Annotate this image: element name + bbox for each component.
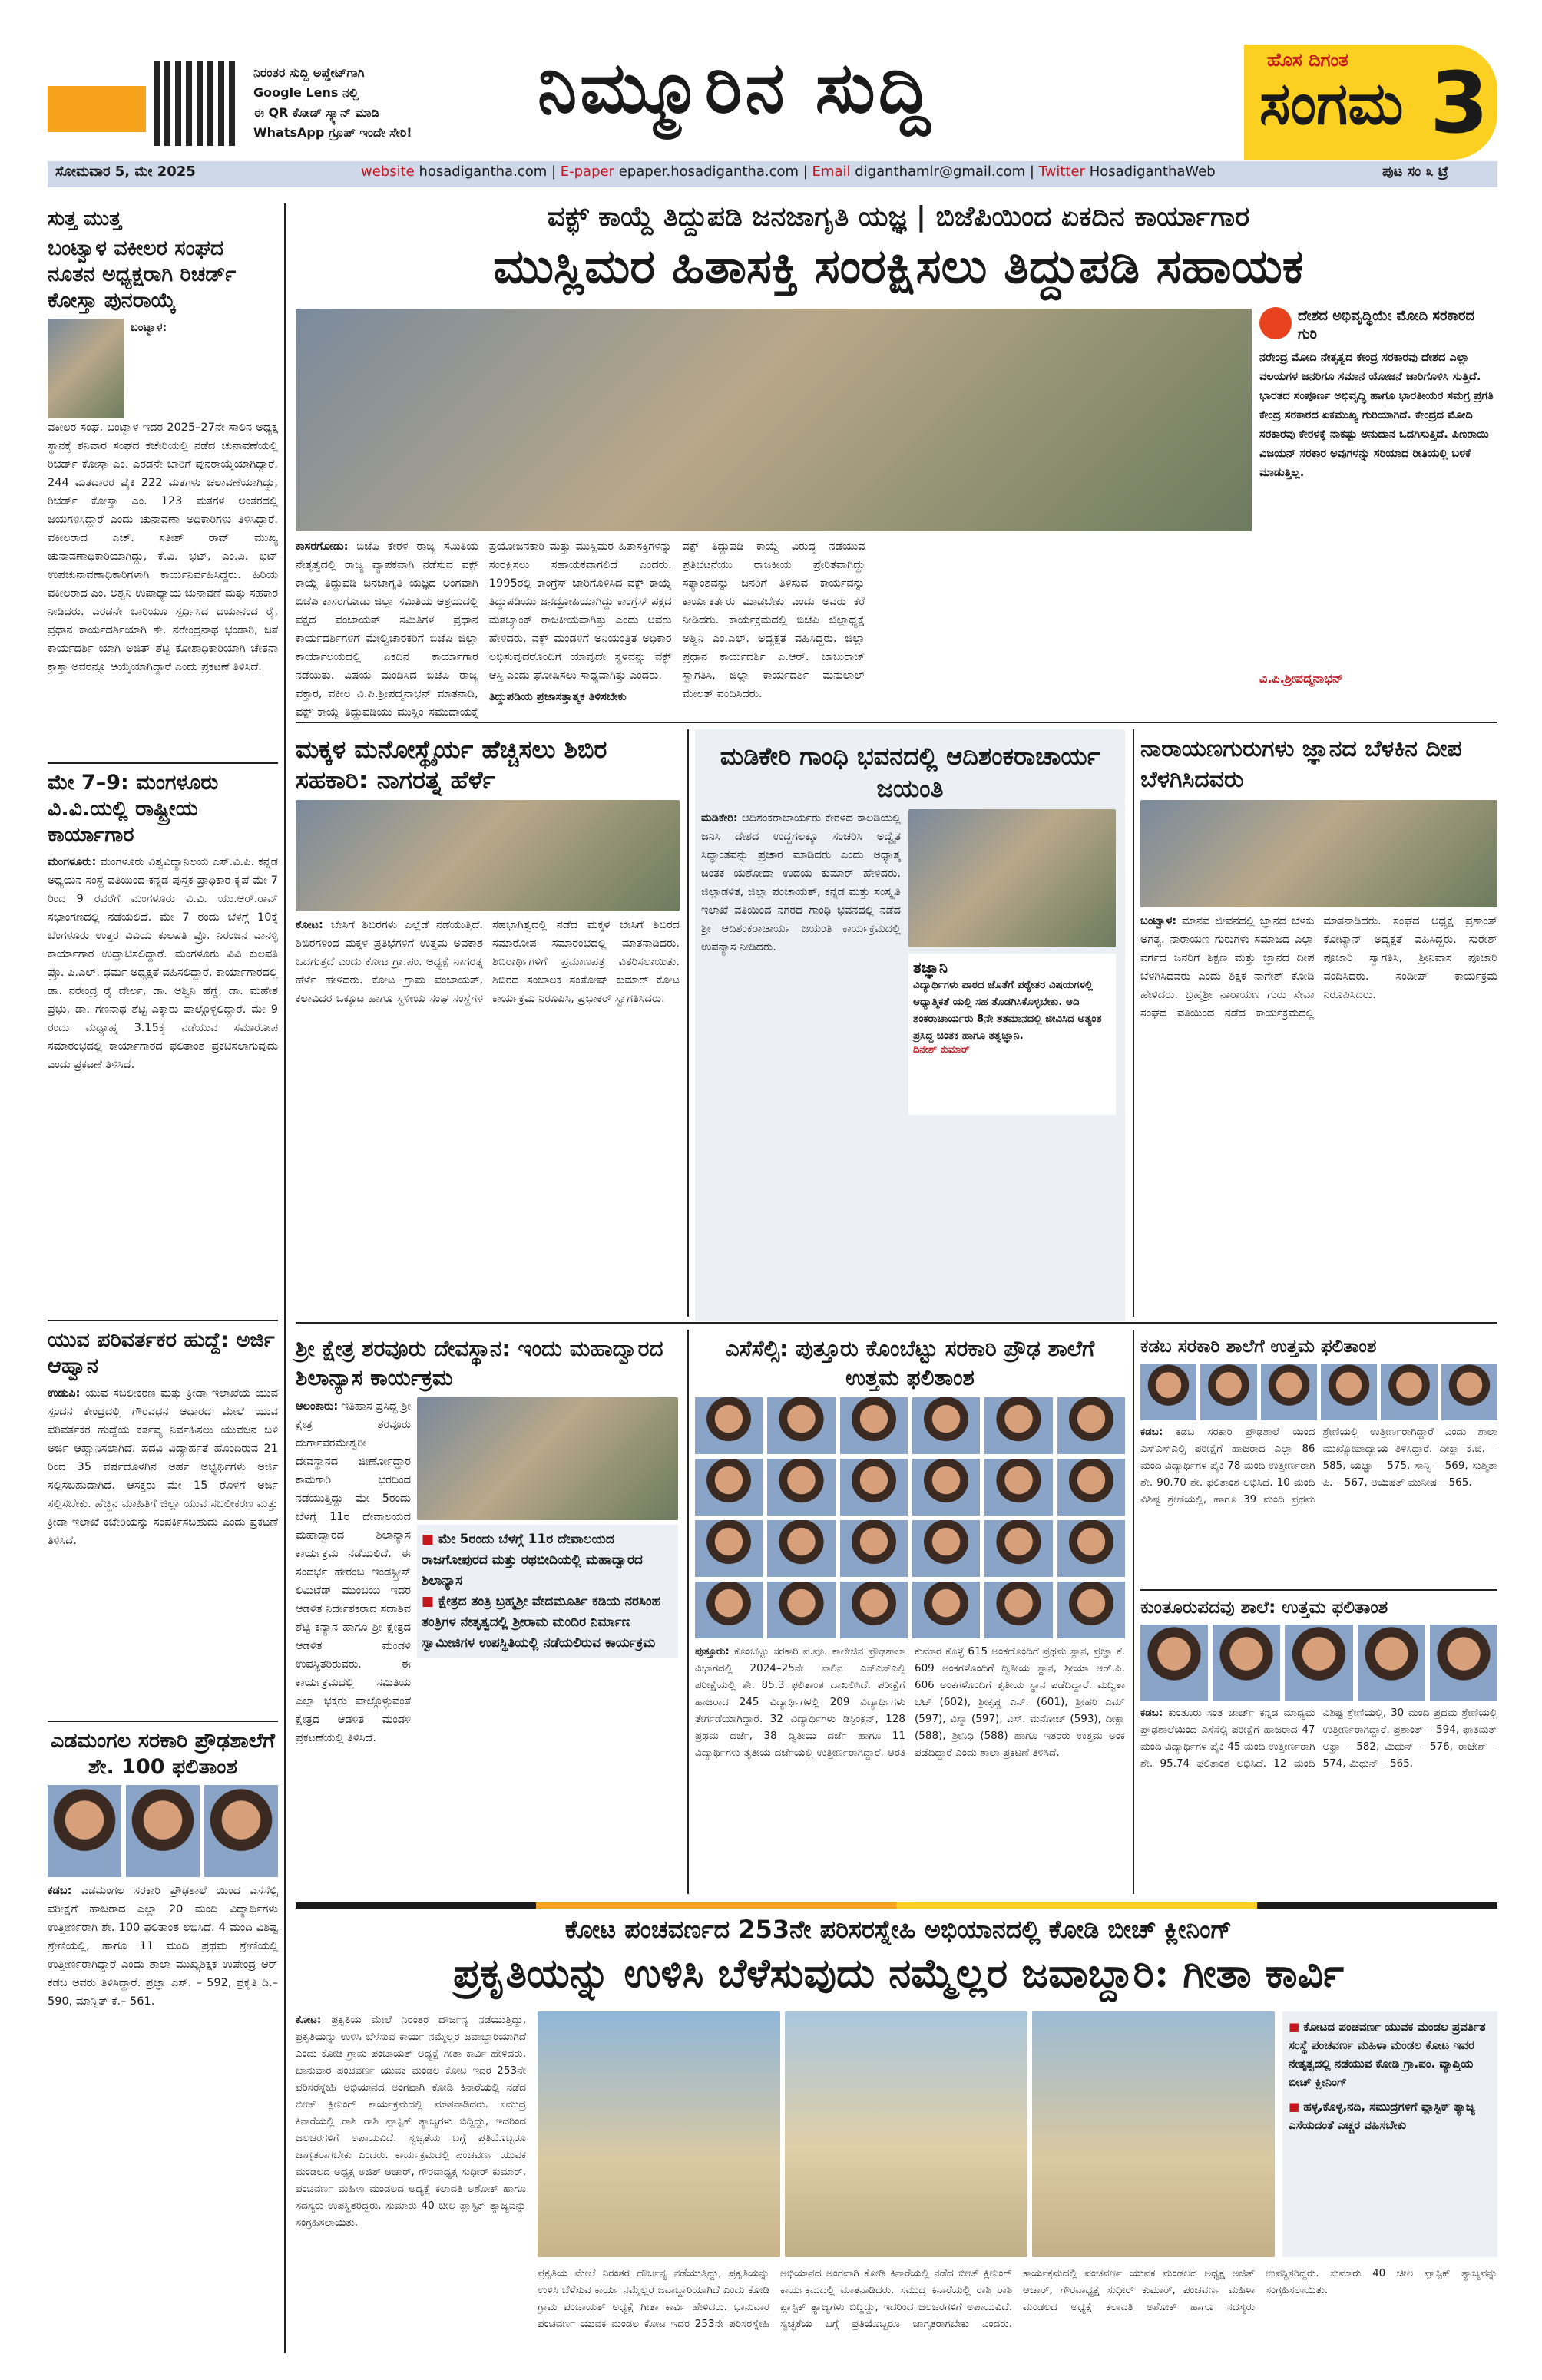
story-kombettu-school bbox=[695, 1330, 1125, 1898]
dateline: ಕೋಟ: bbox=[296, 2014, 322, 2026]
student-photo bbox=[1261, 1364, 1317, 1420]
student-photo bbox=[984, 1582, 1052, 1638]
student-photo bbox=[1213, 1625, 1280, 1701]
student-photo bbox=[1057, 1397, 1125, 1454]
website-label: website bbox=[361, 164, 415, 180]
brand-name: ಹೊಸ ದಿಗಂತ bbox=[1267, 49, 1348, 71]
student-photo bbox=[1140, 1625, 1208, 1701]
student-photo bbox=[767, 1459, 835, 1516]
lead-body-text: ಬಿಜೆಪಿ ಕೇರಳ ರಾಜ್ಯ ಸಮಿತಿಯ ನೇತೃತ್ವದಲ್ಲಿ ರಾಜ್ಯ ವ್ಯಾಪಕವಾಗಿ ನಡೆಸುವ ವಕ್ಫ್ ಕಾಯ್ದೆ ತಿದ್ದುಪಡಿ ಜನಜಾಗೃತಿ ಯಜ್ಞದ ಅಂಗವಾಗಿ ಬಿಜೆಪಿ ಕಾಸರಗೋಡು ಜಿಲ್ಲಾ ಸಮಿತಿಯ ಆಶ್ರಯದಲ್ಲಿ ಪಕ್ಷದ ಪಂಚಾಯತ್ ಸಮಿತಿಗಳ ಪ್ರಧಾನ ಕಾರ್ಯದರ್ಶಿಗಳಿಗೆ ಮೇಲ್ವಿಚಾರಕರಿಗೆ ಬಿಜೆಪಿ ಜಿಲ್ಲಾ ಕಾರ್ಯಾಲಯದಲ್ಲಿ ಏಕದಿನ ಕಾರ್ಯಾಗಾರ ನಡೆಯಿತು. ವಿಷಯ ಮಂಡಿಸಿದ ಬಿಜೆಪಿ ರಾಜ್ಯ ವಕ್ತಾರ, ವಕೀಲ ವಿ.ಪಿ.ಶ್ರೀಪದ್ಮನಾಭನ್ ಮಾತನಾಡಿ, ವಕ್ಫ್ ಕಾಯ್ದೆ ತಿದ್ದುಪಡಿಯು ಮುಸ್ಲಿಂ ಸಮುದಾಯಕ್ಕೆ ಪ್ರಯೋಜನಕಾರಿ ಮತ್ತು ಮುಸ್ಲಿಮರ ಹಿತಾಸಕ್ತಿಗಳನ್ನು ಸಂರಕ್ಷಿಸಲು ಸಹಾಯಕವಾಗಲಿದೆ ಎಂದರು. 1995ರಲ್ಲಿ ಕಾಂಗ್ರೆಸ್ ಜಾರಿಗೊಳಿಸಿದ ವಕ್ಫ್ ಕಾಯ್ದೆ ತಿದ್ದುಪಡಿಯು ಜನದ್ರೋಹಿಯಾಗಿದ್ದು ಕಾಂಗ್ರೆಸ್ ಪಕ್ಷದ ಮತಬ್ಯಾಂಕ್ ರಾಜಕೀಯವಾಗಿತ್ತು ಎಂದು ಅವರು ಹೇಳಿದರು. ವಕ್ಫ್ ಮಂಡಳಿಗೆ ಅನಿಯಂತ್ರಿತ ಅಧಿಕಾರ ಲಭಿಸುವುದರೊಂದಿಗೆ ಯಾವುದೇ ಸ್ಥಳವನ್ನು ವಕ್ಫ್ ಆಸ್ತಿ ಎಂದು ಘೋಷಿಸಲು ಸಾಧ್ಯವಾಗಿತ್ತು ಎಂದರು. bbox=[296, 540, 672, 719]
story-headline: ಎಸೆಸೆಲ್ಸಿ: ಪುತ್ತೂರು ಕೊಂಬೆಟ್ಟು ಸರಕಾರಿ ಪ್ರೌಢ ಶಾಲೆಗೆ ಉತ್ತಮ ಫಲಿತಾಂಶ bbox=[725, 1336, 1095, 1390]
student-photo bbox=[1285, 1625, 1352, 1701]
student-photo bbox=[1430, 1625, 1497, 1701]
student-photo bbox=[695, 1459, 763, 1516]
student-photo bbox=[1057, 1459, 1125, 1516]
highlight-point: ■ ಹಳ್ಳ,ಕೊಳ್ಳ,ನದಿ, ಸಮುದ್ರಗಳಿಗೆ ಪ್ಲಾಸ್ಟಿಕ್ ತ್ಯಾಜ್ಯ ಎಸೆಯದಂತೆ ಎಚ್ಚರ ವಹಿಸಬೇಕು bbox=[1289, 2097, 1491, 2134]
lead-kicker: ವಕ್ಫ್ ಕಾಯ್ದೆ ತಿದ್ದುಪಡಿ ಜನಜಾಗೃತಿ ಯಜ್ಞ | ಬಿಜೆಪಿಯಿಂದ ಏಕದಿನ ಕಾರ್ಯಾಗಾರ bbox=[547, 201, 1250, 233]
story-body: ಎಡಮಂಗಲ ಸರಕಾರಿ ಪ್ರೌಢಶಾಲೆ ಯಿಂದ ಎಸೆಸೆಲ್ಸಿ ಪರೀಕ್ಷೆಗೆ ಹಾಜರಾದ ಎಲ್ಲಾ 20 ಮಂದಿ ವಿದ್ಯಾರ್ಥಿಗಳು ಉತ್ತೀರ್ಣರಾಗಿ ಶೇ. 100 ಫಲಿತಾಂಶ ಲಭಿಸಿದೆ. 4 ಮಂದಿ ವಿಶಿಷ್ಟ ಶ್ರೇಣಿಯಲ್ಲಿ, ಹಾಗೂ 11 ಮಂದಿ ಪ್ರಥಮ ಶ್ರೇಣಿಯಲ್ಲಿ ಉತ್ತೀರ್ಣರಾಗಿದ್ದಾರೆ ಎಂದು ಶಾಲಾ ಮುಖ್ಯಶಿಕ್ಷಕ ಉಪೇಂದ್ರ ಆರ್ ಕಡಬ ಅವರು ತಿಳಿಸಿದ್ದಾರೆ. ಪ್ರಜ್ಞಾ ಎಸ್. – 592, ಪ್ರಕೃತಿ ಡಿ.– 590, ಮಾನ್ವಿತ್ ಕೆ.– 561. bbox=[48, 1885, 278, 2008]
bottom-body-lead bbox=[296, 2011, 526, 2257]
quote-title: ತಜ್ಞಾನಿ bbox=[913, 958, 948, 977]
student-photo bbox=[767, 1520, 835, 1577]
student-photo bbox=[767, 1397, 835, 1454]
student-photo bbox=[840, 1459, 908, 1516]
story-body: ಮಂಗಳೂರು ವಿಶ್ವವಿದ್ಯಾನಿಲಯ ಎಸ್.ವಿ.ಪಿ. ಕನ್ನಡ ಅಧ್ಯಯನ ಸಂಸ್ಥೆ ವತಿಯಿಂದ ಕನ್ನಡ ಪುಸ್ತಕ ಪ್ರಾಧಿಕಾರ ಕೃಪೆ ಮೇ 7 ರಿಂದ 9 ರವರೆಗೆ ಮಂಗಳೂರು ವಿ.ವಿ. ಯು.ಆರ್.ರಾವ್ ಸಭಾಂಗಣದಲ್ಲಿ ನಡೆಯಲಿದೆ. ಮೇ 7 ರಂದು ಬೆಳಗ್ಗೆ 10ಕ್ಕೆ ಬೆಂಗಳೂರು ಉತ್ತರ ವಿವಿಯ ಕುಲಪತಿ ಪ್ರೊ. ನಿರಂಜನ ವಾನಳ್ಳಿ ಕಾರ್ಯಾಗಾರ ಉದ್ಘಾಟಿಸಲಿದ್ದಾರೆ. ಮಂಗಳೂರು ವಿವಿ ಕುಲಪತಿ ಪ್ರೊ. ಪಿ.ಎಲ್. ಧರ್ಮ ಅಧ್ಯಕ್ಷತೆ ವಹಿಸಲಿದ್ದಾರೆ. ಕಾರ್ಯಾಗಾರದಲ್ಲಿ ಡಾ. ನರೇಂದ್ರ ರೈ ದೇರ್ಲ, ಡಾ. ಅಶ್ವಿನಿ ಹೆಗ್ಡೆ, ಡಾ. ಮಹೇಶ ಪ್ರಭು, ಡಾ. ಗಣನಾಥ ಶೆಟ್ಟಿ ಎಕ್ಕಾರು ಪಾಲ್ಗೊಳ್ಳಲಿದ್ದಾರೆ. ಮೇ 9 ರಂದು ಮಧ್ಯಾಹ್ನ 3.15ಕ್ಕೆ ನಡೆಯುವ ಸಮಾರೋಪ ಸಮಾರಂಭದಲ್ಲಿ ಕಾರ್ಯಾಗಾರದ ಫಲಿತಾಂಶ ಪ್ರಕಟಿಸಲಾಗುವುದು ಎಂದು ಪ್ರಕಟಣೆ ತಿಳಿಸಿದೆ. bbox=[48, 856, 278, 1071]
story-body: ಯುವ ಸಬಲೀಕರಣ ಮತ್ತು ಕ್ರೀಡಾ ಇಲಾಖೆಯ ಯುವ ಸ್ಪಂದನ ಕೇಂದ್ರದಲ್ಲಿ ಗೌರವಧನ ಆಧಾರದ ಮೇಲೆ ಯುವ ಪರಿವರ್ತಕರ ಹುದ್ದೆಯ ಕರ್ತವ್ಯ ನಿರ್ವಹಿಸಲು ಯುವಜನ ಬಳಿ ಅರ್ಜಿ ಆಹ್ವಾನಿಸಲಾಗಿದೆ. ಪದವಿ ವಿದ್ಯಾರ್ಹತೆ ಹೊಂದಿರುವ 21 ರಿಂದ 35 ವರ್ಷದೊಳಗಿನ ಅರ್ಹ ಅಭ್ಯರ್ಥಿಗಳು ಅರ್ಜಿ ಸಲ್ಲಿಸಬಹುದಾಗಿದೆ. ಆಸಕ್ತರು ಮೇ 15 ರೊಳಗೆ ಅರ್ಜಿ ಸಲ್ಲಿಸಬೇಕು. ಹೆಚ್ಚಿನ ಮಾಹಿತಿಗೆ ಜಿಲ್ಲಾ ಯುವ ಸಬಲೀಕರಣ ಮತ್ತು ಕ್ರೀಡಾ ಇಲಾಖೆ ಕಚೇರಿಯನ್ನು ಸಂಪರ್ಕಿಸಬಹುದು ಎಂದು ಪ್ರಕಟಣೆ ತಿಳಿಸಿದೆ. bbox=[48, 1387, 278, 1547]
temple-photo bbox=[417, 1397, 678, 1520]
epaper-link[interactable]: epaper.hosadigantha.com bbox=[618, 164, 799, 180]
student-photo bbox=[984, 1397, 1052, 1454]
student-photo bbox=[984, 1459, 1052, 1516]
portrait-photo bbox=[48, 319, 124, 418]
student-photo bbox=[1321, 1364, 1377, 1420]
student-photo bbox=[48, 1785, 121, 1877]
student-photo bbox=[1057, 1582, 1125, 1638]
dateline: ಆಲಂಕಾರು: bbox=[296, 1400, 339, 1413]
student-photo bbox=[1358, 1625, 1425, 1701]
student-photo bbox=[695, 1582, 763, 1638]
page-number: 3 bbox=[1430, 54, 1489, 152]
bottom-kicker: ಕೋಟ ಪಂಚವರ್ಣದ 253ನೇ ಪರಿಸರಸ್ನೇಹಿ ಅಭಿಯಾನದಲ್ಲಿ ಕೋಡಿ ಬೀಚ್ ಕ್ಲೀನಿಂಗ್ bbox=[564, 1915, 1233, 1944]
student-photo bbox=[912, 1520, 980, 1577]
box-title: ದೇಶದ ಅಭಿವೃದ್ಧಿಯೇ ಮೋದಿ ಸರಕಾರದ ಗುರಿ bbox=[1298, 308, 1475, 342]
column-title: ಸುತ್ತ ಮುತ್ತ bbox=[48, 207, 122, 230]
contact-links: website hosadigantha.com | E-paper epaper.hosadigantha.com | Email diganthamlr@gmail.com | Twitter HosadiganthaWeb bbox=[361, 164, 1216, 180]
student-photo bbox=[1200, 1364, 1256, 1420]
story-photo bbox=[1140, 800, 1497, 907]
dateline: ಕಡಬ: bbox=[48, 1885, 72, 1897]
quote-author: ದಿನೇಶ್ ಕುಮಾರ್ bbox=[913, 1044, 970, 1056]
story-body: ಆದಿಶಂಕರಾಚಾರ್ಯರು ಕೇರಳದ ಕಾಲಡಿಯಲ್ಲಿ ಜನಿಸಿ ದೇಶದ ಉದ್ದಗಲಕ್ಕೂ ಸಂಚರಿಸಿ ಅದ್ವೈತ ಸಿದ್ಧಾಂತವನ್ನು ಪ್ರಚಾರ ಮಾಡಿದರು ಎಂದು ಅಧ್ಯಾತ್ಮ ಚಿಂತಕ ಯಶೋದಾ ಉದಯ ಕುಮಾರ್ ಹೇಳಿದರು. ಜಿಲ್ಲಾಡಳಿತ, ಜಿಲ್ಲಾ ಪಂಚಾಯತ್, ಕನ್ನಡ ಮತ್ತು ಸಂಸ್ಕೃತಿ ಇಲಾಖೆ ವತಿಯಿಂದ ನಗರದ ಗಾಂಧಿ ಭವನದಲ್ಲಿ ನಡೆದ ಶ್ರೀ ಆದಿಶಂಕರಾಚಾರ್ಯ ಜಯಂತಿ ಕಾರ್ಯಕ್ರಮದಲ್ಲಿ ಉಪನ್ಯಾಸ ನೀಡಿದರು. bbox=[701, 812, 901, 954]
story-headline: ಮಕ್ಕಳ ಮನೋಸ್ಥೈರ್ಯ ಹೆಚ್ಚಿಸಲು ಶಿಬಿರ ಸಹಕಾರಿ: ನಾಗರತ್ನ ಹೆರ್ಳೆ bbox=[296, 735, 607, 795]
qr-code-icon[interactable] bbox=[154, 61, 238, 146]
qr-line: ಈ QR ಕೋಡ್ ಸ್ಕ್ಯಾನ್ ಮಾಡಿ bbox=[253, 105, 379, 120]
story-headline: ನಾರಾಯಣಗುರುಗಳು ಜ್ಞಾನದ ಬೆಳಕಿನ ದೀಪ ಬೆಳಗಿಸಿದವರು bbox=[1140, 735, 1462, 793]
student-photo bbox=[1140, 1364, 1196, 1420]
story-shankaracharya bbox=[695, 729, 1125, 1321]
dateline: ಮಂಗಳೂರು: bbox=[48, 856, 97, 868]
story-headline: ಕಡಬ ಸರಕಾರಿ ಶಾಲೆಗೆ ಉತ್ತಮ ಫಲಿತಾಂಶ bbox=[1140, 1337, 1377, 1357]
email-link[interactable]: diganthamlr@gmail.com bbox=[855, 164, 1026, 180]
qr-instructions bbox=[253, 63, 484, 143]
section-name: ಸಂಗಮ bbox=[1259, 69, 1404, 137]
lead-body bbox=[296, 537, 1252, 722]
student-photo bbox=[1057, 1520, 1125, 1577]
story-headline: ಮೇ 7–9: ಮಂಗಳೂರು ವಿ.ವಿ.ಯಲ್ಲಿ ರಾಷ್ಟ್ರೀಯ ಕಾರ್ಯಾಗಾರ bbox=[48, 771, 219, 847]
story-kadaba-school bbox=[1140, 1330, 1497, 1898]
story-body: ಬೇಸಿಗೆ ಶಿಬಿರಗಳು ಎಲ್ಲೆಡೆ ನಡೆಯುತ್ತಿದೆ. ಶಿಬಿರಗಳಿಂದ ಮಕ್ಕಳ ಪ್ರತಿಭೆಗಳಿಗೆ ಉತ್ತಮ ಅವಕಾಶ ಒದಗುತ್ತದೆ ಎಂದು ಕೋಟ ಗ್ರಾ.ಪಂ. ಅಧ್ಯಕ್ಷೆ ನಾಗರತ್ನ ಹೆರ್ಳೆ ಹೇಳಿದರು. ಕೋಟ ಗ್ರಾಮ ಪಂಚಾಯತ್, ಕಲಾವಿದರ ಒಕ್ಕೂಟ ಹಾಗೂ ಸ್ಥಳೀಯ ಸಂಘ ಸಂಸ್ಥೆಗಳ ಸಹಭಾಗಿತ್ವದಲ್ಲಿ ನಡೆದ ಮಕ್ಕಳ ಬೇಸಿಗೆ ಶಿಬಿರದ ಸಮಾರೋಪ ಸಮಾರಂಭದಲ್ಲಿ ಮಾತನಾಡಿದರು. ಶಿಬಿರಾರ್ಥಿಗಳಿಗೆ ಪ್ರಮಾಣಪತ್ರ ವಿತರಿಸಲಾಯಿತು. ಶಿಬಿರದ ಸಂಚಾಲಕ ಸಂತೋಷ್ ಕುಮಾರ್ ಕೋಟ ಕಾರ್ಯಕ್ರಮ ನಿರೂಪಿಸಿ, ಪ್ರಭಾಕರ್ ಸ್ವಾಗತಿಸಿದರು. bbox=[296, 919, 680, 1005]
student-photo bbox=[695, 1520, 763, 1577]
dateline: ಕೋಟ: bbox=[296, 919, 323, 931]
student-photo bbox=[204, 1785, 278, 1877]
twitter-label: Twitter bbox=[1038, 164, 1085, 180]
bottom-body-continued: ಪ್ರಕೃತಿಯ ಮೇಲೆ ನಿರಂತರ ದೌರ್ಜನ್ಯ ನಡೆಯುತ್ತಿದ್ದು, ಪ್ರಕೃತಿಯನ್ನು ಉಳಿಸಿ ಬೆಳೆಸುವ ಕಾರ್ಯ ನಮ್ಮೆಲ್ಲರ ಜವಾಬ್ದಾರಿಯಾಗಿದೆ ಎಂದು ಕೋಡಿ ಗ್ರಾಮ ಪಂಚಾಯತ್ ಅಧ್ಯಕ್ಷೆ ಗೀತಾ ಕಾರ್ವಿ ಹೇಳಿದರು. ಭಾನುವಾರ ಪಂಚವರ್ಣ ಯುವಕ ಮಂಡಲ ಕೋಟ ಇದರ 253ನೇ ಪರಿಸರಸ್ನೇಹಿ ಅಭಿಯಾನದ ಅಂಗವಾಗಿ ಕೋಡಿ ಕಿನಾರೆಯಲ್ಲಿ ನಡೆದ ಬೀಚ್ ಕ್ಲೀನಿಂಗ್ ಕಾರ್ಯಕ್ರಮದಲ್ಲಿ ಮಾತನಾಡಿದರು. ಸಮುದ್ರ ಕಿನಾರೆಯಲ್ಲಿ ರಾಶಿ ರಾಶಿ ಪ್ಲಾಸ್ಟಿಕ್ ತ್ಯಾಜ್ಯಗಳು ಬಿದ್ದಿದ್ದು, ಇದರಿಂದ ಜಲಚರಗಳಿಗೆ ಅಪಾಯವಿದೆ. ಸ್ವಚ್ಛತೆಯ ಬಗ್ಗೆ ಪ್ರತಿಯೊಬ್ಬರೂ ಜಾಗೃತರಾಗಬೇಕು ಎಂದರು. ಕಾರ್ಯಕ್ರಮದಲ್ಲಿ ಪಂಚವರ್ಣ ಯುವಕ ಮಂಡಲದ ಅಧ್ಯಕ್ಷ ಅಜಿತ್ ಆಚಾರ್, ಗೌರವಾಧ್ಯಕ್ಷ ಸುಧೀರ್ ಕುಮಾರ್, ಪಂಚವರ್ಣ ಮಹಿಳಾ ಮಂಡಲದ ಅಧ್ಯಕ್ಷೆ ಕಲಾವತಿ ಅಶೋಕ್ ಹಾಗೂ ಸದಸ್ಯರು ಉಪಸ್ಥಿತರಿದ್ದರು. ಸುಮಾರು 40 ಚೀಲ ಪ್ಲಾಸ್ಟಿಕ್ ತ್ಯಾಜ್ಯವನ್ನು ಸಂಗ್ರಹಿಸಲಾಯಿತು. bbox=[538, 2267, 1497, 2330]
section-divider bbox=[296, 1902, 1497, 1909]
qr-line: WhatsApp ಗ್ರೂಪ್ ಇಂದೇ ಸೇರಿ! bbox=[253, 125, 412, 140]
quote-icon bbox=[1259, 307, 1292, 339]
opinion-box bbox=[1259, 307, 1497, 706]
dateline: ಕಡಬ: bbox=[1140, 1707, 1163, 1719]
lead-body-text: ವಕ್ಫ್ ತಿದ್ದುಪಡಿ ಕಾಯ್ದೆ ವಿರುದ್ಧ ನಡೆಯುವ ಪ್ರತಿಭಟನೆಯು ರಾಜಕೀಯ ಪ್ರೇರಿತವಾಗಿದ್ದು ಸತ್ಯಾಂಶವನ್ನು ಜನರಿಗೆ ತಿಳಿಸುವ ಕಾರ್ಯವನ್ನು ಕಾರ್ಯಕರ್ತರು ಮಾಡಬೇಕು ಎಂದು ಅವರು ಕರೆ ನೀಡಿದರು. ಕಾರ್ಯಕ್ರಮದಲ್ಲಿ ಬಿಜೆಪಿ ಜಿಲ್ಲಾಧ್ಯಕ್ಷೆ ಅಶ್ವಿನಿ ಎಂ.ಎಲ್. ಅಧ್ಯಕ್ಷತೆ ವಹಿಸಿದ್ದರು. ಜಿಲ್ಲಾ ಪ್ರಧಾನ ಕಾರ್ಯದರ್ಶಿ ಎ.ಆರ್. ಬಾಬುರಾಜ್ ಸ್ವಾಗತಿಸಿ, ಜಿಲ್ಲಾ ಕಾರ್ಯದರ್ಶಿ ಮನುಲಾಲ್ ಮೇಲತ್ ವಂದಿಸಿದರು. bbox=[682, 540, 865, 700]
highlight-point: ■ ಕ್ಷೇತ್ರದ ತಂತ್ರಿ ಬ್ರಹ್ಮಶ್ರೀ ವೇದಮೂರ್ತಿ ಕಡಿಯ ನರಸಿಂಹ ತಂತ್ರಿಗಳ ನೇತೃತ್ವದಲ್ಲಿ ಶ್ರೀರಾಮ ಮಂದಿರ ನಿರ್ಮಾಣ ಸ್ವಾಮೀಜಿಗಳ ಉಪಸ್ಥಿತಿಯಲ್ಲಿ ನಡೆಯಲಿರುವ ಕಾರ್ಯಕ್ರಮ bbox=[422, 1592, 673, 1654]
story-body: ಕೊಂಬೆಟ್ಟು ಸರಕಾರಿ ಪ.ಪೂ. ಕಾಲೇಜಿನ ಪ್ರೌಢಶಾಲಾ ವಿಭಾಗದಲ್ಲಿ 2024–25ನೇ ಸಾಲಿನ ಎಸ್ಎಸ್ಎಲ್ಸಿ ಪರೀಕ್ಷೆಯಲ್ಲಿ ಶೇ. 85.3 ಫಲಿತಾಂಶ ದಾಖಲಿಸಿದೆ. ಪರೀಕ್ಷೆಗೆ ಹಾಜರಾದ 245 ವಿದ್ಯಾರ್ಥಿಗಳಲ್ಲಿ 209 ವಿದ್ಯಾರ್ಥಿಗಳು ತೇರ್ಗಡೆಯಾಗಿದ್ದಾರೆ. 32 ವಿದ್ಯಾರ್ಥಿಗಳು ಡಿಸ್ಟಿಂಕ್ಷನ್, 128 ಪ್ರಥಮ ದರ್ಜೆ, 38 ದ್ವಿತೀಯ ದರ್ಜೆ ಹಾಗೂ 11 ವಿದ್ಯಾರ್ಥಿಗಳು ತೃತೀಯ ದರ್ಜೆಯಲ್ಲಿ ಉತ್ತೀರ್ಣರಾಗಿದ್ದಾರೆ. ಆರತಿ ಕುಮಾರ ಕೊಳ್ಳೆ 615 ಅಂಕದೊಂದಿಗೆ ಪ್ರಥಮ ಸ್ಥಾನ, ಪ್ರಜ್ಞಾ ಕೆ. 609 ಅಂಕಗಳೊಂದಿಗೆ ದ್ವಿತೀಯ ಸ್ಥಾನ, ಶ್ರೀಯಾ ಆರ್.ಪಿ. 606 ಅಂಕಗಳೊಂದಿಗೆ ತೃತೀಯ ಸ್ಥಾನ ಪಡೆದಿದ್ದಾರೆ. ಮದ್ವಿತಾ ಭಟ್ (602), ಶ್ರೀಕೃಷ್ಣ ಎನ್. (601), ಶ್ರೀಹರಿ ಎಮ್ (597), ವಿಸ್ಮಾ (597), ಎಸ್. ಮನೋಜ್ (593), ದೀಕ್ಷಾ (588), ಶ್ರೀನಿಧಿ (588) ಹಾಗೂ ಇತರರು ಉತ್ತಮ ಅಂಕ ಪಡೆದಿದ್ದಾರೆ ಎಂದು ಶಾಲಾ ಪ್ರಕಟಣೆ ತಿಳಿಸಿದೆ. bbox=[695, 1645, 1125, 1759]
story-headline: ಶ್ರೀ ಕ್ಷೇತ್ರ ಶರವೂರು ದೇವಸ್ಥಾನ: ಇಂದು ಮಹಾದ್ವಾರದ ಶಿಲಾನ್ಯಾಸ ಕಾರ್ಯಕ್ರಮ bbox=[296, 1336, 663, 1390]
beach-photo bbox=[1032, 2011, 1275, 2257]
story-body: ಕುಂತೂರು ಸಂತ ಜಾರ್ಜ್ ಕನ್ನಡ ಮಾಧ್ಯಮ ಪ್ರೌಢಶಾಲೆಯಿಂದ ಎಸೆಸೆಲ್ಸಿ ಪರೀಕ್ಷೆಗೆ ಹಾಜರಾದ 47 ಮಂದಿ ವಿದ್ಯಾರ್ಥಿಗಳ ಪೈಕಿ 45 ಮಂದಿ ಉತ್ತೀರ್ಣರಾಗಿ ಶೇ. 95.74 ಫಲಿತಾಂಶ ಲಭಿಸಿದೆ. 12 ಮಂದಿ ವಿಶಿಷ್ಟ ಶ್ರೇಣಿಯಲ್ಲಿ, 30 ಮಂದಿ ಪ್ರಥಮ ಶ್ರೇಣಿಯಲ್ಲಿ ಉತ್ತೀರ್ಣರಾಗಿದ್ದಾರೆ. ಪ್ರಶಾಂತ್ – 594, ಫಾತಿಮತ್ ಅಫ್ರಾ – 582, ಮಿಥುನ್ – 576, ರಾಜೇಶ್ – 574, ಮಿಥುನ್ – 565. bbox=[1140, 1707, 1497, 1770]
story-headline: ಯುವ ಪರಿವರ್ತಕರ ಹುದ್ದೆ: ಅರ್ಜಿ ಆಹ್ವಾನ bbox=[48, 1328, 275, 1378]
quote-box bbox=[908, 954, 1116, 1115]
story-headline: ಕುಂತೂರುಪದವು ಶಾಲೆ: ಉತ್ತಮ ಫಲಿತಾಂಶ bbox=[1140, 1598, 1388, 1618]
lead-photo bbox=[296, 309, 1252, 531]
student-photo bbox=[840, 1397, 908, 1454]
brand-accent-block bbox=[48, 86, 146, 132]
lead-headline: ಮುಸ್ಲಿಮರ ಹಿತಾಸಕ್ತಿ ಸಂರಕ್ಷಿಸಲು ತಿದ್ದುಪಡಿ ಸಹಾಯಕ bbox=[493, 238, 1304, 294]
student-photo bbox=[126, 1785, 200, 1877]
website-link[interactable]: hosadigantha.com bbox=[419, 164, 548, 180]
student-photo bbox=[1441, 1364, 1497, 1420]
highlights-box bbox=[1282, 2011, 1497, 2257]
quote-text: ವಿದ್ಯಾರ್ಥಿಗಳು ಪಾಠದ ಜೊತೆಗೆ ಪಠ್ಯೇತರ ವಿಷಯಗಳಲ್ಲಿ ಆಧ್ಯಾತ್ಮಿಕತೆ ಯಲ್ಲಿ ಸಹ ತೊಡಗಿಸಿಕೊಳ್ಳಬೇಕು. ಆದಿ ಶಂಕರಾಚಾರ್ಯರು 8ನೇ ಶತಮಾನದಲ್ಲಿ ಜೀವಿಸಿದ ಅತ್ಯಂತ ಪ್ರಸಿದ್ಧ ಚಿಂತಕ ಹಾಗೂ ತತ್ವಜ್ಞಾನಿ. bbox=[913, 979, 1102, 1042]
dateline: ಉಡುಪಿ: bbox=[48, 1387, 81, 1400]
dateline: ಮಡಿಕೇರಿ: bbox=[701, 812, 738, 825]
student-photo bbox=[984, 1520, 1052, 1577]
story-headline: ಮಡಿಕೇರಿ ಗಾಂಧಿ ಭವನದಲ್ಲಿ ಆದಿಶಂಕರಾಚಾರ್ಯ ಜಯಂತಿ bbox=[720, 742, 1100, 803]
student-photo bbox=[840, 1520, 908, 1577]
story-photo bbox=[296, 800, 680, 911]
student-photo bbox=[912, 1582, 980, 1638]
dateline: ಕಾಸರಗೋಡು: bbox=[296, 540, 349, 553]
story-headline: ಬಂಟ್ವಾಳ ವಕೀಲರ ಸಂಘದ ನೂತನ ಅಧ್ಯಕ್ಷರಾಗಿ ರಿಚರ್ಡ್ ಕೋಸ್ತಾ ಪುನರಾಯ್ಕೆ bbox=[48, 236, 237, 312]
masthead bbox=[0, 0, 1542, 161]
story-narayana-guru bbox=[1140, 729, 1497, 1321]
beach-photo bbox=[538, 2011, 780, 2257]
story-temple bbox=[296, 1330, 680, 1898]
epaper-label: E-paper bbox=[560, 164, 614, 180]
story-body: ಕಡಬ ಸರಕಾರಿ ಪ್ರೌಢಶಾಲೆ ಯಿಂದ ಎಸ್ಎಸ್ಎಲ್ಸಿ ಪರೀಕ್ಷೆಗೆ ಹಾಜರಾದ ಎಲ್ಲಾ 86 ಮಂದಿ ವಿದ್ಯಾರ್ಥಿಗಳ ಪೈಕಿ 78 ಮಂದಿ ಉತ್ತೀರ್ಣರಾಗಿ ಶೇ. 90.70 ಶೇ. ಫಲಿತಾಂಶ ಲಭಿಸಿದೆ. 10 ಮಂದಿ ವಿಶಿಷ್ಟ ಶ್ರೇಣಿಯಲ್ಲಿ, ಹಾಗೂ 39 ಮಂದಿ ಪ್ರಥಮ ಶ್ರೇಣಿಯಲ್ಲಿ ಉತ್ತೀರ್ಣರಾಗಿದ್ದಾರೆ ಎಂದು ಶಾಲಾ ಮುಖ್ಯೋಪಾಧ್ಯಾಯ ತಿಳಿಸಿದ್ದಾರೆ. ದೀಕ್ಷಾ ಕೆ.ಜಿ. – 585, ಯಜ್ಞಾ – 575, ಸಾನ್ವಿ – 569, ಸುಶ್ಮಿತಾ ಪಿ. – 567, ಆಯಿಷತ್ ಮುನೀಷ – 565. bbox=[1140, 1426, 1497, 1506]
dateline: ಕಡಬ: bbox=[1140, 1426, 1163, 1438]
email-label: Email bbox=[812, 164, 851, 180]
issue-date: ಸೋಮವಾರ 5, ಮೇ 2025 bbox=[55, 164, 196, 180]
qr-line: Google Lens ನಲ್ಲಿ bbox=[253, 85, 359, 100]
qr-line: ನಿರಂತರ ಸುದ್ದಿ ಅಪ್ಡೇಟ್‌ಗಾಗಿ bbox=[253, 65, 365, 80]
story-headline: ಎಡಮಂಗಲ ಸರಕಾರಿ ಪ್ರೌಢಶಾಲೆಗೆ ಶೇ. 100 ಫಲಿತಾಂಶ bbox=[51, 1729, 275, 1779]
story-summer-camp bbox=[296, 729, 680, 1321]
story-body: ಪ್ರಕೃತಿಯ ಮೇಲೆ ನಿರಂತರ ದೌರ್ಜನ್ಯ ನಡೆಯುತ್ತಿದ್ದು, ಪ್ರಕೃತಿಯನ್ನು ಉಳಿಸಿ ಬೆಳೆಸುವ ಕಾರ್ಯ ನಮ್ಮೆಲ್ಲರ ಜವಾಬ್ದಾರಿಯಾಗಿದೆ ಎಂದು ಕೋಡಿ ಗ್ರಾಮ ಪಂಚಾಯತ್ ಅಧ್ಯಕ್ಷೆ ಗೀತಾ ಕಾರ್ವಿ ಹೇಳಿದರು. ಭಾನುವಾರ ಪಂಚವರ್ಣ ಯುವಕ ಮಂಡಲ ಕೋಟ ಇದರ 253ನೇ ಪರಿಸರಸ್ನೇಹಿ ಅಭಿಯಾನದ ಅಂಗವಾಗಿ ಕೋಡಿ ಕಿನಾರೆಯಲ್ಲಿ ನಡೆದ ಬೀಚ್ ಕ್ಲೀನಿಂಗ್ ಕಾರ್ಯಕ್ರಮದಲ್ಲಿ ಮಾತನಾಡಿದರು. ಸಮುದ್ರ ಕಿನಾರೆಯಲ್ಲಿ ರಾಶಿ ರಾಶಿ ಪ್ಲಾಸ್ಟಿಕ್ ತ್ಯಾಜ್ಯಗಳು ಬಿದ್ದಿದ್ದು, ಇದರಿಂದ ಜಲಚರಗಳಿಗೆ ಅಪಾಯವಿದೆ. ಸ್ವಚ್ಛತೆಯ ಬಗ್ಗೆ ಪ್ರತಿಯೊಬ್ಬರೂ ಜಾಗೃತರಾಗಬೇಕು ಎಂದರು. ಕಾರ್ಯಕ್ರಮದಲ್ಲಿ ಪಂಚವರ್ಣ ಯುವಕ ಮಂಡಲದ ಅಧ್ಯಕ್ಷ ಅಜಿತ್ ಆಚಾರ್, ಗೌರವಾಧ್ಯಕ್ಷ ಸುಧೀರ್ ಕುಮಾರ್, ಪಂಚವರ್ಣ ಮಹಿಳಾ ಮಂಡಲದ ಅಧ್ಯಕ್ಷೆ ಕಲಾವತಿ ಅಶೋಕ್ ಹಾಗೂ ಸದಸ್ಯರು ಉಪಸ್ಥಿತರಿದ್ದರು. ಸುಮಾರು 40 ಚೀಲ ಪ್ಲಾಸ್ಟಿಕ್ ತ್ಯಾಜ್ಯವನ್ನು ಸಂಗ್ರಹಿಸಲಾಯಿತು. bbox=[296, 2014, 526, 2229]
story-body: ವಕೀಲರ ಸಂಘ, ಬಂಟ್ವಾಳ ಇದರ 2025–27ನೇ ಸಾಲಿನ ಅಧ್ಯಕ್ಷ ಸ್ಥಾನಕ್ಕೆ ಶನಿವಾರ ಸಂಘದ ಕಚೇರಿಯಲ್ಲಿ ನಡೆದ ಚುನಾವಣೆಯಲ್ಲಿ ರಿಚರ್ಡ್ ಕೋಸ್ತಾ ಎಂ. ಎರಡನೇ ಬಾರಿಗೆ ಪುನರಾಯ್ಕೆಯಾಗಿದ್ದಾರೆ. 244 ಮತದಾರರ ಪೈಕಿ 222 ಮತಗಳು ಚಲಾವಣೆಯಾಗಿದ್ದು, ರಿಚರ್ಡ್ ಕೋಸ್ತಾ ಎಂ. 123 ಮತಗಳ ಅಂತರದಲ್ಲಿ ಜಯಗಳಿಸಿದ್ದಾರೆ ಎಂದು ಚುನಾವಣಾ ಅಧಿಕಾರಿಗಳು ತಿಳಿಸಿದ್ದಾರೆ. ವಕೀಲರಾದ ಎಚ್. ಸತೀಶ್ ರಾವ್ ಮುಖ್ಯ ಚುನಾವಣಾಧಿಕಾರಿಯಾಗಿದ್ದು, ಕೆ.ವಿ. ಭಟ್, ಎಂ.ಪಿ. ಭಟ್ ಉಪಚುನಾವಣಾಧಿಕಾರಿಗಳಾಗಿ ಕಾರ್ಯನಿರ್ವಹಿಸಿದ್ದರು. ಹಿರಿಯ ವಕೀಲರಾದ ಎಂ. ಅಶ್ವನಿ ಉಪಾಧ್ಯಾಯ ಚುನಾವಣೆ ಮತ್ತು ಸಹಕಾರ ನೀಡಿದರು. ಎರಡನೇ ಬಾರಿಯೂ ಸ್ಪರ್ಧಿಸಿದ ದಯಾನಂದ ರೈ, ಪ್ರಧಾನ ಕಾರ್ಯದರ್ಶಿಯಾಗಿ ಶೇ. ನರೇಂದ್ರನಾಥ ಭಂಡಾರಿ, ಜತೆ ಕಾರ್ಯದರ್ಶಿ ಯಾಗಿ ಅಜಿತ್ ಶೆಟ್ಟಿ ಕೋಶಾಧಿಕಾರಿಯಾಗಿ ಚೇತನಾ ಕ್ರಾಸ್ತಾ ಅವರನ್ನೂ ಆಯ್ಕೆಯಾಗಿದ್ದಾರೆ ಎಂದು ಪ್ರಕಟಣೆ ತಿಳಿಸಿದೆ. bbox=[48, 421, 278, 673]
page-title: ನಿಮ್ಮೂರಿನ ಸುದ್ದಿ bbox=[538, 46, 934, 129]
page-ref: ಪುಟ ಸಂ ೩ ಟ್ರೆ bbox=[1382, 164, 1449, 180]
story-body: ಇತಿಹಾಸ ಪ್ರಸಿದ್ಧ ಶ್ರೀ ಕ್ಷೇತ್ರ ಶರವೂರು ದುರ್ಗಾಪರಮೇಶ್ವರೀ ದೇವಸ್ಥಾನದ ಜೀರ್ಣೋದ್ಧಾರ ಕಾಮಗಾರಿ ಭರದಿಂದ ನಡೆಯುತ್ತಿದ್ದು ಮೇ 5ರಂದು ಬೆಳಗ್ಗೆ 11ರ ದೇವಾಲಯದ ಮಹಾದ್ವಾರದ ಶಿಲಾನ್ಯಾಸ ಕಾರ್ಯಕ್ರಮ ನಡೆಯಲಿದೆ. ಈ ಸಂದರ್ಭ ಹೇರಂಬ ಇಂಡಸ್ಟ್ರೀಸ್ ಲಿಮಿಟೆಡ್ ಮುಂಬಯಿ ಇದರ ಆಡಳಿತ ನಿರ್ದೇಶಕರಾದ ಸದಾಶಿವ ಶೆಟ್ಟಿ ಕನ್ಯಾನ ಹಾಗೂ ಶ್ರೀ ಕ್ಷೇತ್ರದ ಆಡಳಿತ ಮಂಡಳಿ ಉಪಸ್ಥಿತರಿರುವರು. ಈ ಕಾರ್ಯಕ್ರಮದಲ್ಲಿ ಸಮಿತಿಯ ಎಲ್ಲಾ ಭಕ್ತರು ಪಾಲ್ಗೊಳ್ಳುವಂತೆ ಕ್ಷೇತ್ರದ ಆಡಳಿತ ಮಂಡಳಿ ಪ್ರಕಟಣೆಯಲ್ಲಿ ತಿಳಿಸಿದೆ. bbox=[296, 1400, 411, 1744]
beach-photo bbox=[785, 2011, 1027, 2257]
highlight-point: ■ ಮೇ 5ರಂದು ಬೆಳಗ್ಗೆ 11ರ ದೇವಾಲಯದ ರಾಜಗೋಪುರದ ಮತ್ತು ರಥಬೀದಿಯಲ್ಲಿ ಮಹಾದ್ವಾರದ ಶಿಲಾನ್ಯಾಸ bbox=[422, 1529, 673, 1592]
highlight-point: ■ ಕೋಟದ ಪಂಚವರ್ಣ ಯುವಕ ಮಂಡಲ ಪ್ರವರ್ತಿತ ಸಂಸ್ಥೆ ಪಂಚವರ್ಣ ಮಹಿಳಾ ಮಂಡಲ ಕೋಟ ಇವರ ನೇತೃತ್ವದಲ್ಲಿ ನಡೆಯುವ ಕೋಡಿ ಗ್ರಾ.ಪಂ. ವ್ಯಾಪ್ತಿಯ ಬೀಚ್ ಕ್ಲೀನಿಂಗ್ bbox=[1289, 2018, 1491, 2091]
student-photo bbox=[1381, 1364, 1437, 1420]
lead-subhead: ತಿದ್ದುಪಡಿಯ ಪ್ರಜಾಸತ್ತಾತ್ಮಕ ತಿಳಿಸಬೇಕು bbox=[488, 691, 627, 703]
left-column bbox=[48, 207, 278, 2066]
student-photo bbox=[840, 1582, 908, 1638]
beach-photos bbox=[538, 2011, 1275, 2257]
dateline: ಬಂಟ್ವಾಳ: bbox=[131, 322, 167, 334]
student-photo bbox=[912, 1397, 980, 1454]
twitter-link[interactable]: HosadiganthaWeb bbox=[1089, 164, 1216, 180]
story-photo bbox=[908, 809, 1116, 947]
story-body: ಮಾನವ ಜೀವನದಲ್ಲಿ ಜ್ಞಾನದ ಬೆಳಕು ಅಗತ್ಯ. ನಾರಾಯಣ ಗುರುಗಳು ಸಮಾಜದ ಎಲ್ಲಾ ವರ್ಗದ ಜನರಿಗೆ ಶಿಕ್ಷಣ ಮತ್ತು ಜ್ಞಾನದ ದೀಪ ಬೆಳಗಿಸಿದವರು ಎಂದು ಶಿಕ್ಷಕ ನಾಗೇಶ್ ಕೋಡಿ ಹೇಳಿದರು. ಬ್ರಹ್ಮಶ್ರೀ ನಾರಾಯಣ ಗುರು ಸೇವಾ ಸಂಘದ ವತಿಯಿಂದ ನಡೆದ ಕಾರ್ಯಕ್ರಮದಲ್ಲಿ ಮಾತನಾಡಿದರು. ಸಂಘದ ಅಧ್ಯಕ್ಷ ಪ್ರಶಾಂತ್ ಕೋಟ್ಯಾನ್ ಅಧ್ಯಕ್ಷತೆ ವಹಿಸಿದ್ದರು. ಸುರೇಶ್ ಪೂಜಾರಿ ಸ್ವಾಗತಿಸಿ, ಶ್ರೀನಿವಾಸ ಪೂಜಾರಿ ವಂದಿಸಿದರು. ಸಂದೀಪ್ ಕಾರ್ಯಕ್ರಮ ನಿರೂಪಿಸಿದರು. bbox=[1140, 915, 1497, 1020]
dateline: ಬಂಟ್ವಾಳ: bbox=[1140, 915, 1177, 927]
student-photo bbox=[767, 1582, 835, 1638]
student-photo bbox=[912, 1459, 980, 1516]
box-author: ವಿ.ಪಿ.ಶ್ರೀಪದ್ಮನಾಭನ್ bbox=[1259, 671, 1344, 686]
student-photo bbox=[695, 1397, 763, 1454]
dateline: ಪುತ್ತೂರು: bbox=[695, 1645, 730, 1658]
bottom-headline: ಪ್ರಕೃತಿಯನ್ನು ಉಳಿಸಿ ಬೆಳೆಸುವುದು ನಮ್ಮೆಲ್ಲರ ಜವಾಬ್ದಾರಿ: ಗೀತಾ ಕಾರ್ವಿ bbox=[453, 1950, 1344, 1997]
box-body: ನರೇಂದ್ರ ಮೋದಿ ನೇತೃತ್ವದ ಕೇಂದ್ರ ಸರಕಾರವು ದೇಶದ ಎಲ್ಲಾ ವಲಯಗಳ ಜನರಿಗೂ ಸಮಾನ ಯೋಜನೆ ಜಾರಿಗೊಳಿಸಿ ಸುತ್ತಿದೆ. ಭಾರತದ ಸಂಪೂರ್ಣ ಅಭಿವೃದ್ಧಿ ಹಾಗೂ ಭಾರತೀಯರ ಸಮಗ್ರ ಪ್ರಗತಿ ಕೇಂದ್ರ ಸರಕಾರದ ಏಕಮುಖ್ಯ ಗುರಿಯಾಗಿದೆ. ಕೇಂದ್ರದ ಮೋದಿ ಸರಕಾರವು ಕೇರಳಕ್ಕೆ ನಾಕಷ್ಟು ಅನುದಾನ ಒದಗಿಸುತ್ತಿದೆ. ಪಿಣರಾಯಿ ವಿಜಯನ್ ಸರಕಾರ ಅವುಗಳನ್ನು ಸರಿಯಾದ ರೀತಿಯಲ್ಲಿ ಬಳಕೆ ಮಾಡುತ್ತಿಲ್ಲ. bbox=[1259, 352, 1494, 479]
